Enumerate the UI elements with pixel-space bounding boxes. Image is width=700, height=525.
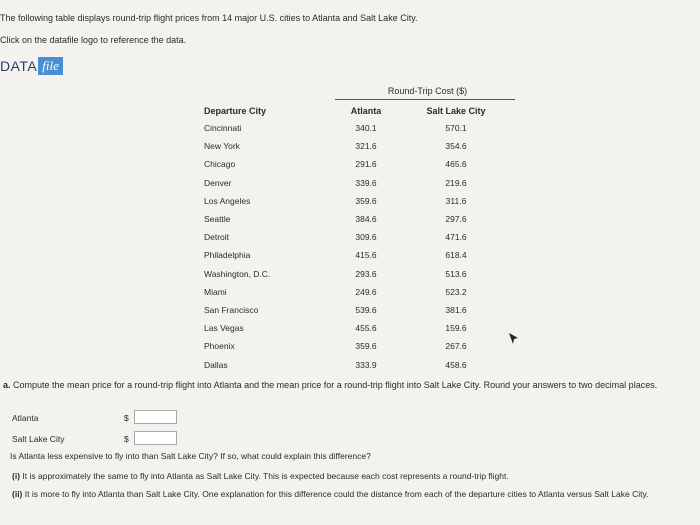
datafile-logo-file: file: [38, 57, 63, 75]
table-row: [0, 341, 700, 359]
option-i-number: (i): [12, 471, 21, 481]
departure-city-cell: Las Vegas: [204, 323, 244, 334]
question-a: [3, 377, 697, 394]
table-row: [0, 196, 700, 214]
datafile-logo-button[interactable]: [0, 56, 63, 76]
table-row: [0, 214, 700, 232]
answer-label-salt-lake-city: Salt Lake City: [12, 434, 65, 444]
departure-city-cell: Cincinnati: [204, 123, 242, 133]
departure-city-cell: Detroit: [204, 232, 230, 243]
departure-city-cell: San Francisco: [204, 305, 259, 315]
departure-city-cell: Phoenix: [204, 341, 235, 352]
salt-lake-city-mean-input[interactable]: [134, 431, 177, 445]
table-row: [0, 305, 700, 323]
answer-option-ii[interactable]: [12, 486, 698, 503]
currency-symbol-salt-lake-city: $: [124, 434, 129, 444]
salt-lake-city-price-cell: 297.6: [445, 214, 467, 224]
salt-lake-city-price-cell: 267.6: [445, 341, 467, 352]
departure-city-cell: Miami: [204, 286, 227, 297]
option-ii-text: It is more to fly into Atlanta than Salt Lake City. One explanation for this difference could the distance from each of the departure cities to Atlanta versus Salt Lake City.: [24, 489, 649, 499]
salt-lake-city-price-cell: 618.4: [445, 250, 467, 261]
question-a-text: Compute the mean price for a round-trip flight into Atlanta and the mean price for a round-trip flight into Salt Lake City. Round your answers to two decimal places.: [13, 380, 658, 390]
table-row: [0, 123, 700, 141]
col-header-salt-lake-city: Salt Lake City: [426, 106, 486, 116]
departure-city-cell: Seattle: [204, 214, 231, 224]
atlanta-price-cell: 293.6: [355, 268, 377, 279]
question-a-prefix: a.: [3, 380, 11, 390]
atlanta-price-cell: 359.6: [355, 341, 377, 352]
table-row: [0, 159, 700, 177]
atlanta-price-cell: 340.1: [355, 123, 377, 133]
salt-lake-city-price-cell: 458.6: [445, 359, 467, 370]
currency-symbol-atlanta: $: [124, 413, 129, 423]
departure-city-cell: New York: [204, 141, 240, 152]
atlanta-price-cell: 539.6: [355, 305, 377, 315]
salt-lake-city-price-cell: 381.6: [445, 305, 467, 315]
table-row: [0, 360, 700, 378]
atlanta-price-cell: 384.6: [355, 214, 377, 224]
atlanta-price-cell: 321.6: [355, 141, 377, 152]
mouse-pointer-icon: [509, 333, 519, 345]
departure-city-cell: Chicago: [204, 159, 236, 170]
datafile-instruction: Click on the datafile logo to reference the data.: [0, 35, 187, 45]
answer-option-i[interactable]: [12, 468, 698, 485]
departure-city-cell: Dallas: [204, 359, 228, 370]
header-underline: [335, 99, 515, 100]
salt-lake-city-price-cell: 570.1: [445, 123, 467, 133]
salt-lake-city-price-cell: 523.2: [445, 286, 467, 297]
follow-up-question: Is Atlanta less expensive to fly into than Salt Lake City? If so, what could explain this difference?: [10, 451, 371, 461]
answer-label-atlanta: Atlanta: [12, 413, 39, 423]
option-ii-number: (ii): [12, 489, 23, 499]
salt-lake-city-price-cell: 354.6: [445, 141, 467, 152]
table-row: [0, 178, 700, 196]
round-trip-cost-header: Round-Trip Cost ($): [387, 86, 468, 96]
atlanta-price-cell: 249.6: [355, 286, 377, 297]
salt-lake-city-price-cell: 465.6: [445, 159, 467, 170]
atlanta-price-cell: 333.9: [355, 359, 377, 370]
salt-lake-city-price-cell: 159.6: [445, 323, 467, 334]
atlanta-price-cell: 359.6: [355, 195, 377, 206]
atlanta-price-cell: 291.6: [355, 159, 377, 170]
intro-text: The following table displays round-trip flight prices from 14 major U.S. cities to Atlanta and Salt Lake City.: [0, 13, 418, 23]
atlanta-mean-input[interactable]: [134, 410, 177, 424]
atlanta-price-cell: 415.6: [355, 250, 377, 261]
departure-city-cell: Philadelphia: [204, 250, 251, 261]
table-row: [0, 323, 700, 341]
atlanta-price-cell: 309.6: [355, 232, 377, 243]
col-header-atlanta: Atlanta: [350, 106, 382, 116]
datafile-logo-data: DATA: [0, 58, 38, 74]
table-row: [0, 232, 700, 250]
table-row: [0, 250, 700, 268]
table-row: [0, 269, 700, 287]
col-header-departure-city: Departure City: [204, 106, 267, 116]
departure-city-cell: Washington, D.C.: [204, 268, 271, 279]
salt-lake-city-price-cell: 471.6: [445, 232, 467, 243]
salt-lake-city-price-cell: 513.6: [445, 268, 467, 279]
departure-city-cell: Denver: [204, 177, 232, 188]
salt-lake-city-price-cell: 311.6: [445, 195, 467, 206]
atlanta-price-cell: 455.6: [355, 323, 377, 334]
departure-city-cell: Los Angeles: [204, 195, 251, 206]
option-i-text: It is approximately the same to fly into Atlanta as Salt Lake City. This is expected because each cost represents a round-trip flight.: [22, 471, 509, 481]
table-row: [0, 141, 700, 159]
salt-lake-city-price-cell: 219.6: [445, 177, 467, 188]
table-row: [0, 287, 700, 305]
atlanta-price-cell: 339.6: [355, 177, 377, 188]
